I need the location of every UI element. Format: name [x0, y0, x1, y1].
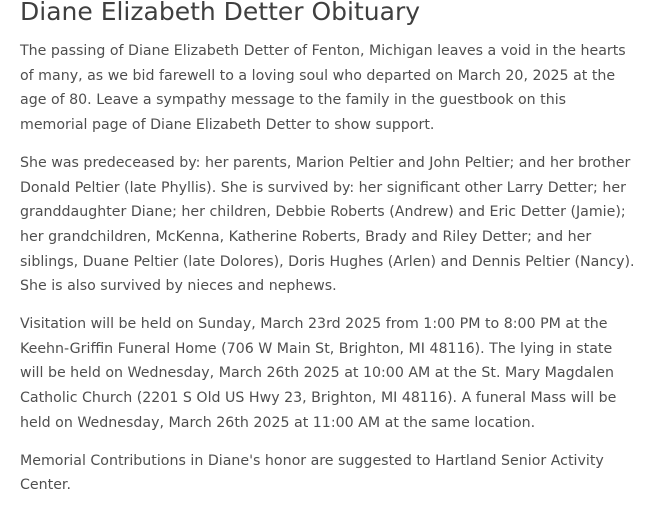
memorial-contributions-paragraph: Memorial Contributions in Diane's honor are suggested to Hartland Senior Activity Center.: [20, 452, 604, 494]
intro-paragraph: The passing of Diane Elizabeth Detter of Fenton, Michigan leaves a void in the hearts of many, as we bid farewell to a loving soul who departed on March 20, 2025 at the age of 80. Leave a sympathy message to the family in the guestbook on this memorial page of Diane Elizabeth Detter to show support.: [20, 43, 626, 134]
obituary-body: [20, 39, 636, 511]
services-paragraph: Visitation will be held on Sunday, March 23rd 2025 from 1:00 PM to 8:00 PM at the Keehn-Griffin Funeral Home (706 W Main St, Brighton, MI 48116). The lying in state will be held on Wednesday, March 26th 2025 at 10:00 AM at the St. Mary Magdalen Catholic Church (2201 S Old US Hwy 23, Brighton, MI 48116). A funeral Mass will be held on Wednesday, March 26th 2025 at 11:00 AM at the same location.: [20, 316, 617, 431]
family-paragraph: She was predeceased by: her parents, Marion Peltier and John Peltier; and her brother Donald Peltier (late Phyllis). She is survived by: her significant other Larry Detter; her granddaughter Diane; her children, Debbie Roberts (Andrew) and Eric Detter (Jamie); her grandchildren, McKenna, Katherine Roberts, Brady and Riley Detter; and her siblings, Duane Peltier (late Dolores), Doris Hughes (Arlen) and Dennis Peltier (Nancy). She is also survived by nieces and nephews.: [20, 154, 635, 295]
page-title: Diane Elizabeth Detter Obituary: [20, 0, 421, 26]
